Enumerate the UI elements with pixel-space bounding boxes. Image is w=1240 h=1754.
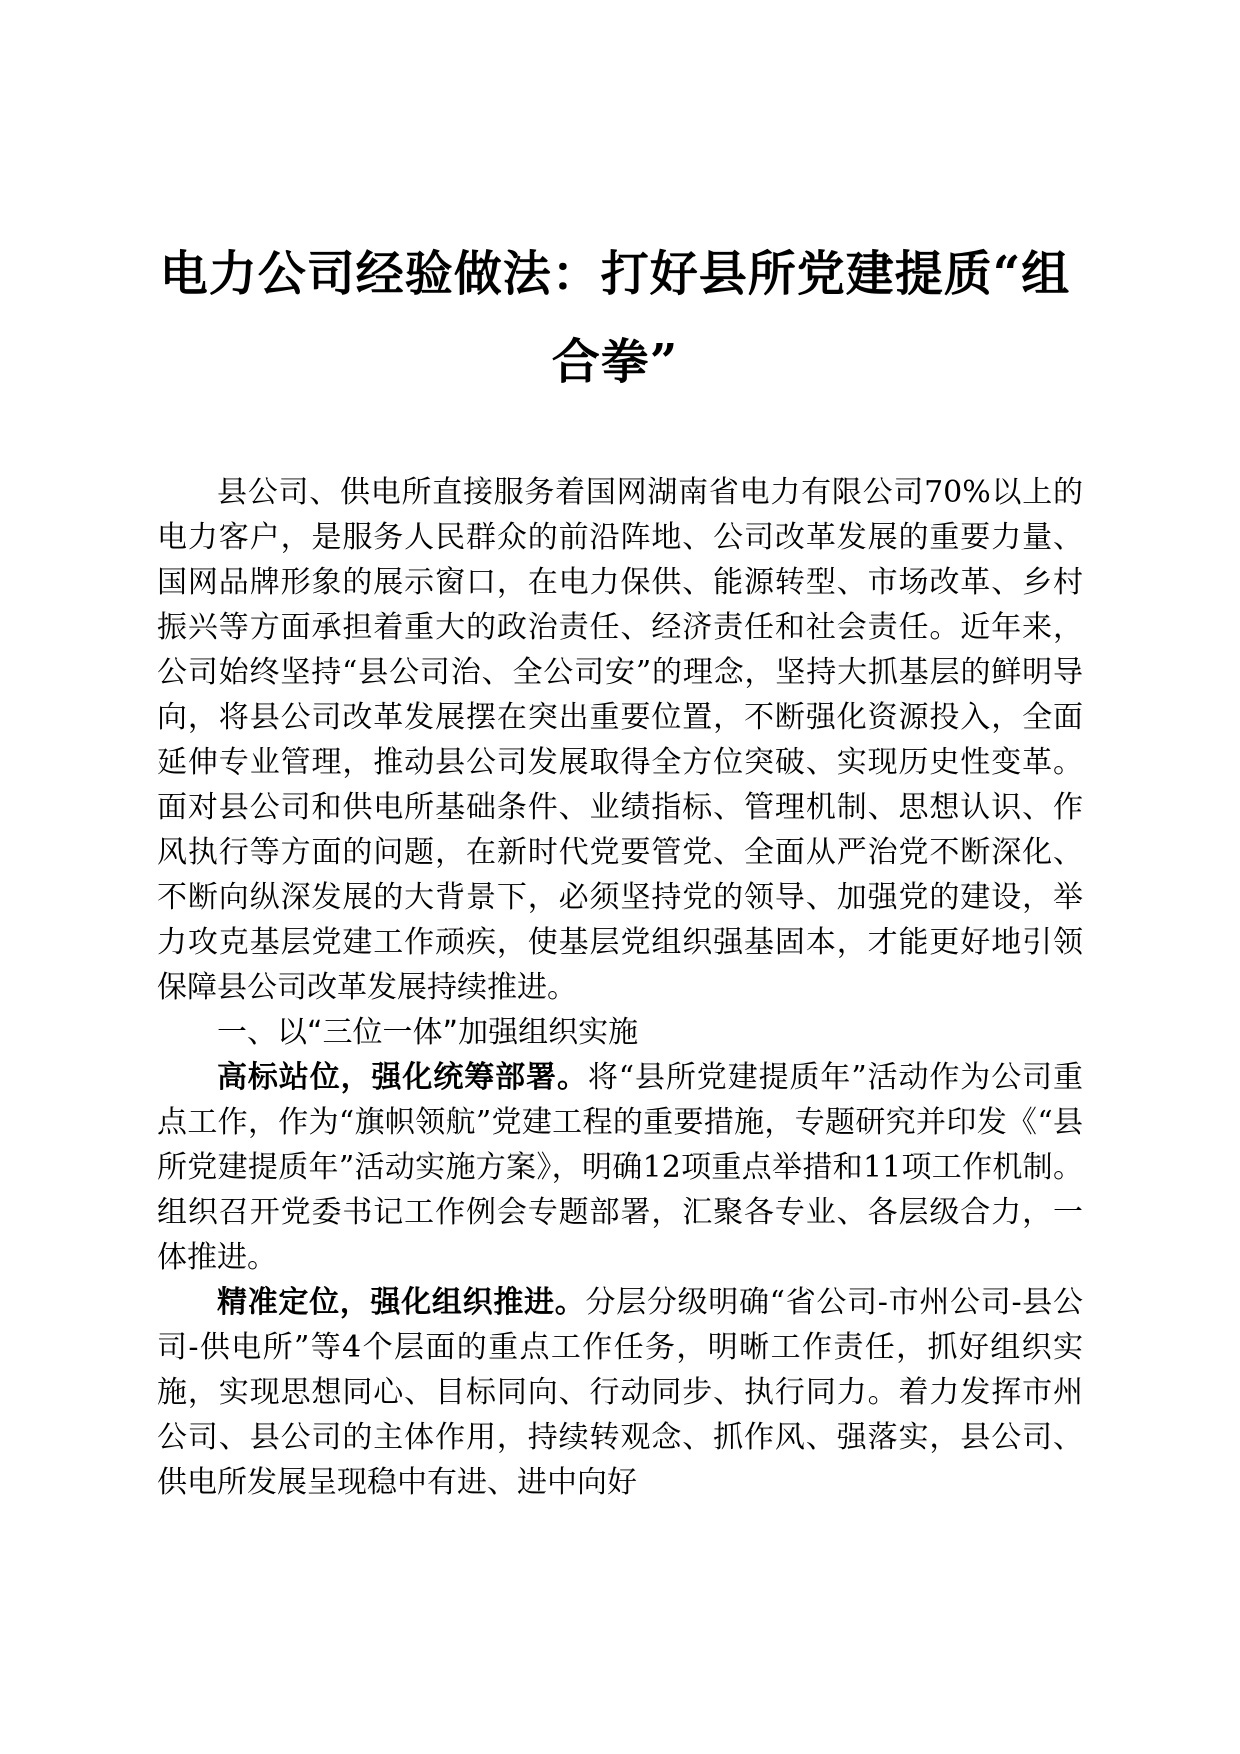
paragraph-lead: 精准定位，强化组织推进。	[217, 1285, 586, 1320]
paragraph-lead: 高标站位，强化统筹部署。	[217, 1060, 588, 1095]
paragraph-text: 分层分级明确“省公司-市州公司-县公司-供电所”等4个层面的重点工作任务，明晰工作责任，抓好组织实施，实现思想同心、目标同向、行动同步、执行同力。着力发挥市州公司、县公司的主体作用，持续转观念、抓作风、强落实，县公司、供电所发展呈现稳中有进、进中向好	[157, 1285, 1083, 1500]
section-heading: 一、以“三位一体”加强组织实施	[217, 1015, 639, 1050]
body-paragraph	[157, 1055, 1083, 1280]
document-title: 电力公司经验做法：打好县所党建提质“组合拳”	[159, 246, 1071, 390]
intro-paragraph-text: 县公司、供电所直接服务着国网湖南省电力有限公司70%以上的电力客户，是服务人民群众的前沿阵地、公司改革发展的重要力量、国网品牌形象的展示窗口，在电力保供、能源转型、市场改革、乡村振兴等方面承担着重大的政治责任、经济责任和社会责任。近年来，公司始终坚持“县公司治、全公司安”的理念，坚持大抓基层的鲜明导向，将县公司改革发展摆在突出重要位置，不断强化资源投入，全面延伸专业管理，推动县公司发展取得全方位突破、实现历史性变革。面对县公司和供电所基础条件、业绩指标、管理机制、思想认识、作风执行等方面的问题，在新时代党要管党、全面从严治党不断深化、不断向纵深发展的大背景下，必须坚持党的领导、加强党的建设，举力攻克基层党建工作顽疾，使基层党组织强基固本，才能更好地引领保障县公司改革发展持续推进。	[157, 475, 1083, 1005]
paragraph-text: 将“县所党建提质年”活动作为公司重点工作，作为“旗帜领航”党建工程的重要措施，专题研究并印发《“县所党建提质年”活动实施方案》，明确12项重点举措和11项工作机制。组织召开党委书记工作例会专题部署，汇聚各专业、各层级合力，一体推进。	[157, 1060, 1083, 1275]
document-body	[157, 470, 1083, 1505]
intro-paragraph	[157, 470, 1083, 1010]
body-paragraph	[157, 1280, 1083, 1505]
